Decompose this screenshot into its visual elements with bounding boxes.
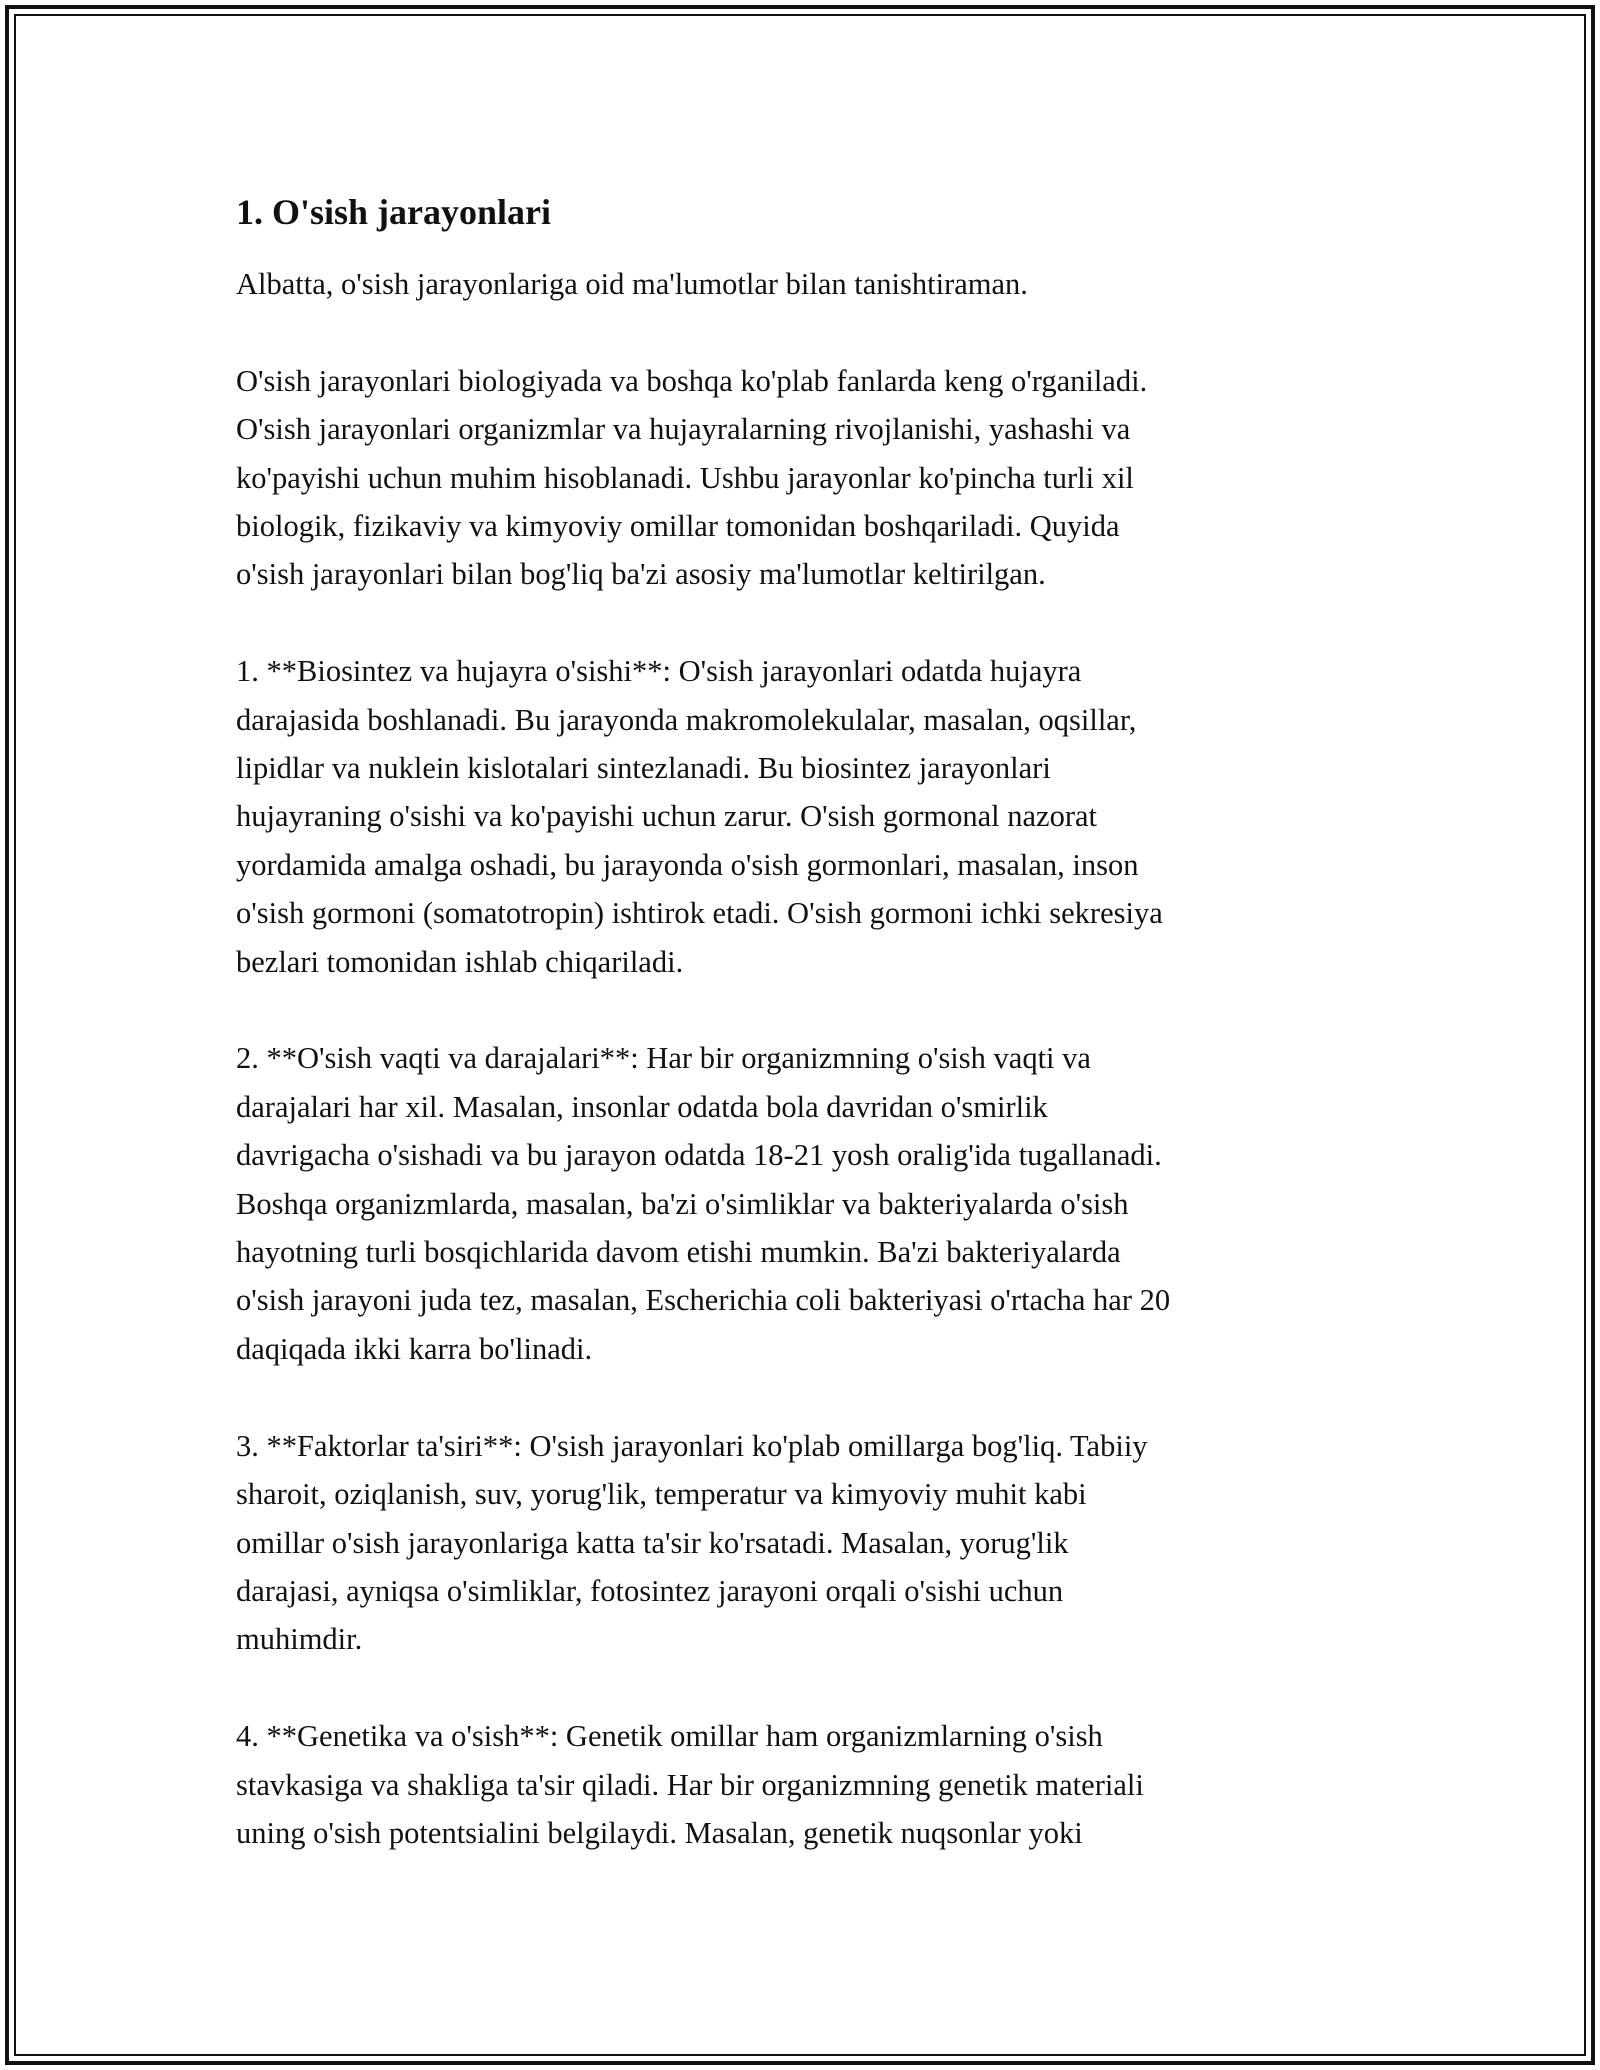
section-heading: 1. O'sish jarayonlari [236, 192, 552, 232]
text-line: bezlari tomonidan ishlab chiqariladi. [236, 944, 684, 979]
text-line: darajasida boshlanadi. Bu jarayonda makromolekulalar, masalan, oqsillar, [236, 702, 1137, 737]
intro-paragraph [236, 260, 1366, 308]
text-line: o'sish gormoni (somatotropin) ishtirok etadi. O'sish gormoni ichki sekresiya [236, 896, 1163, 931]
text-line: davrigacha o'sishadi va bu jarayon odatda 18-21 yosh oralig'ida tugallanadi. [236, 1138, 1162, 1173]
overview-paragraph [236, 357, 1366, 599]
text-line: hujayraning o'sishi va ko'payishi uchun zarur. O'sish gormonal nazorat [236, 799, 1097, 834]
list-item-biosynthesis [236, 647, 1366, 986]
text-line: Boshqa organizmlarda, masalan, ba'zi o'simliklar va bakteriyalarda o'sish [236, 1186, 1129, 1221]
text-line: uning o'sish potentsialini belgilaydi. Masalan, genetik nuqsonlar yoki [236, 1815, 1083, 1850]
text-line: sharoit, oziqlanish, suv, yorug'lik, temperatur va kimyoviy muhit kabi [236, 1477, 1087, 1512]
text-line: O'sish jarayonlari biologiyada va boshqa ko'plab fanlarda keng o'rganiladi. [236, 363, 1148, 398]
text-line: o'sish jarayonlari bilan bog'liq ba'zi asosiy ma'lumotlar keltirilgan. [236, 557, 1046, 592]
text-line: 1. **Biosintez va hujayra o'sishi**: O'sish jarayonlari odatda hujayra [236, 654, 1082, 689]
list-item-genetics [236, 1712, 1366, 1857]
list-item-growth-time [236, 1034, 1366, 1373]
text-line: daqiqada ikki karra bo'linadi. [236, 1331, 593, 1366]
text-line: stavkasiga va shakliga ta'sir qiladi. Har bir organizmning genetik materiali [236, 1767, 1144, 1802]
text-line: O'sish jarayonlari organizmlar va hujayralarning rivojlanishi, yashashi va [236, 412, 1131, 447]
document-body [236, 186, 1366, 1906]
text-line: ko'payishi uchun muhim hisoblanadi. Ushbu jarayonlar ko'pincha turli xil [236, 460, 1134, 495]
text-line: omillar o'sish jarayonlariga katta ta'sir ko'rsatadi. Masalan, yorug'lik [236, 1525, 1069, 1560]
text-line: darajasi, ayniqsa o'simliklar, fotosintez jarayoni orqali o'sishi uchun [236, 1573, 1064, 1608]
text-line: o'sish jarayoni juda tez, masalan, Escherichia coli bakteriyasi o'rtacha har 20 [236, 1283, 1171, 1318]
text-line: lipidlar va nuklein kislotalari sintezlanadi. Bu biosintez jarayonlari [236, 751, 1051, 786]
text-line: darajalari har xil. Masalan, insonlar odatda bola davridan o'smirlik [236, 1089, 1048, 1124]
text-line: yordamida amalga oshadi, bu jarayonda o'sish gormonlari, masalan, inson [236, 847, 1139, 882]
text-line: Albatta, o'sish jarayonlariga oid ma'lumotlar bilan tanishtiraman. [236, 267, 1028, 301]
list-item-factors [236, 1422, 1366, 1664]
text-line: 3. **Faktorlar ta'siri**: O'sish jarayonlari ko'plab omillarga bog'liq. Tabiiy [236, 1428, 1148, 1463]
text-line: 2. **O'sish vaqti va darajalari**: Har bir organizmning o'sish vaqti va [236, 1041, 1091, 1076]
text-line: biologik, fizikaviy va kimyoviy omillar tomonidan boshqariladi. Quyida [236, 509, 1120, 544]
text-line: muhimdir. [236, 1622, 363, 1657]
text-line: hayotning turli bosqichlarida davom etishi mumkin. Ba'zi bakteriyalarda [236, 1235, 1121, 1270]
text-line: 4. **Genetika va o'sish**: Genetik omillar ham organizmlarning o'sish [236, 1719, 1103, 1754]
